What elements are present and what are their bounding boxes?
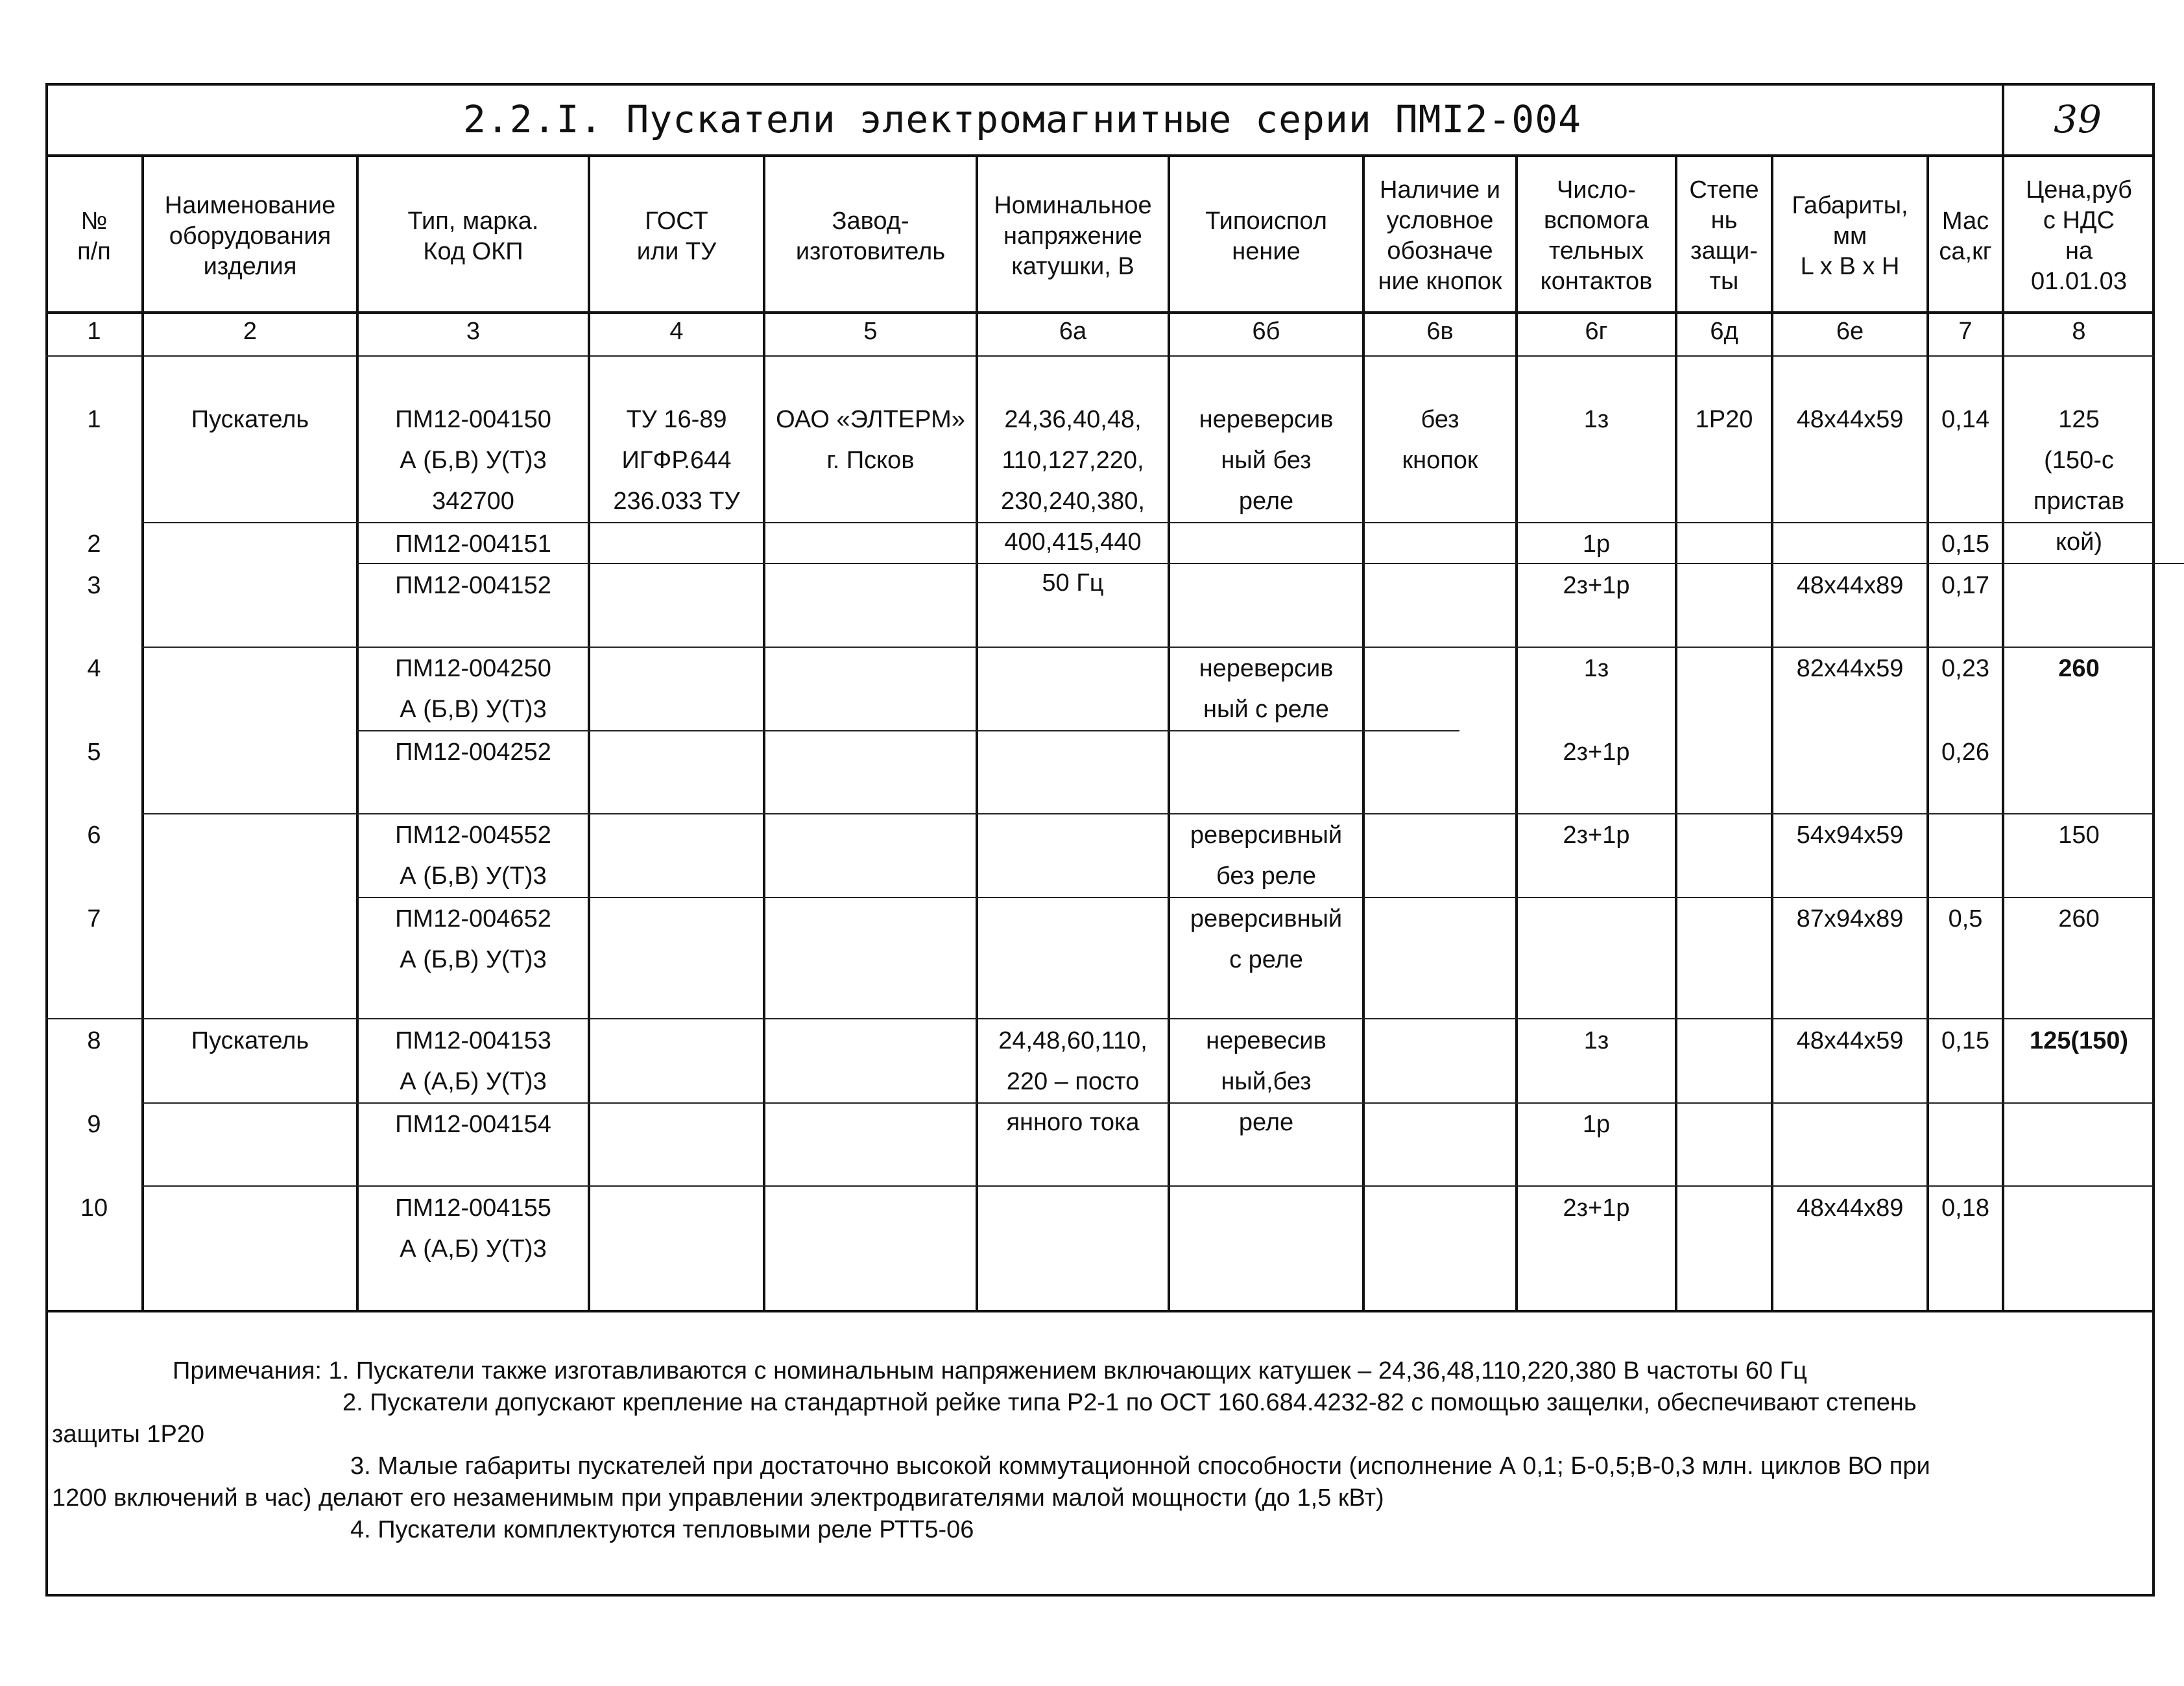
- header-protection: Степе нь защи- ты: [1689, 176, 1759, 295]
- column-number: 3: [466, 318, 481, 345]
- column-number-rule: [45, 355, 2155, 357]
- column-number: 6г: [1585, 318, 1608, 345]
- header-type: Тип, марка. Код ОКП: [407, 208, 539, 265]
- title-rule: [45, 154, 2155, 157]
- header-dimensions: Габариты, мм L x B x H: [1792, 192, 1908, 280]
- type-cell: ПМ12-004150 А (Б,В) У(Т)3 342700: [395, 406, 551, 515]
- mass-cell: 0,23: [1941, 655, 1989, 682]
- maker-cell: ОАО «ЭЛТЕРМ» г. Псков: [776, 406, 965, 474]
- note-line: 4. Пускатели комплектуются тепловыми реле РТТ5-06: [350, 1516, 974, 1543]
- row-number: 10: [80, 1194, 108, 1222]
- dims-cell: 48x44x59: [1796, 1027, 1904, 1054]
- mass-cell: 0,17: [1941, 572, 1989, 599]
- contacts-cell: 1р: [1582, 530, 1611, 558]
- product-name: Пускатель: [191, 406, 309, 433]
- mass-cell: 0,14: [1941, 406, 1989, 433]
- design-cell: нереверсив ный с реле: [1199, 655, 1334, 723]
- contacts-cell: 2з+1р: [1563, 572, 1630, 599]
- note-line: 3. Малые габариты пускателей при достаточно высокой коммутационной способности (исполнение А 0,1; Б-0,5;В-0,3 млн. циклов ВО при: [350, 1453, 1930, 1480]
- dims-cell: 48x44x89: [1796, 572, 1904, 599]
- note-line: Примечания: 1. Пускатели также изготавливаются с номинальным напряжением включающих катушек – 24,36,48,110,220,380 В частоты 60 Гц: [173, 1357, 1807, 1384]
- row-sep: [357, 897, 2154, 898]
- column-number: 5: [863, 318, 878, 345]
- column-number: 6в: [1426, 318, 1454, 345]
- type-cell: ПМ12-004250 А (Б,В) У(Т)3: [395, 655, 551, 723]
- header-design: Типоиспол нение: [1205, 208, 1327, 265]
- mass-cell: 0,18: [1941, 1194, 1989, 1222]
- mass-cell: 0,15: [1941, 1027, 1989, 1054]
- header-rule: [45, 311, 2155, 314]
- column-number: 2: [243, 318, 258, 345]
- contacts-cell: 2з+1р: [1563, 739, 1630, 766]
- buttons-cell: без кнопок: [1402, 406, 1478, 474]
- contacts-cell: 1з: [1583, 655, 1609, 682]
- type-cell: ПМ12-004652 А (Б,В) У(Т)3: [395, 905, 551, 973]
- header-name: Наименование оборудования изделия: [164, 192, 336, 280]
- protection-cell: 1Р20: [1695, 406, 1753, 433]
- row-number: 1: [87, 406, 101, 433]
- type-cell: ПМ12-004152: [395, 572, 551, 599]
- header-contacts: Число- вспомога тельных контактов: [1540, 176, 1653, 295]
- type-cell: ПМ12-004252: [395, 739, 551, 766]
- column-number: 6б: [1252, 318, 1280, 345]
- row-sep: [357, 730, 1459, 731]
- page-number: 39: [2054, 97, 2102, 141]
- mass-cell: 0,15: [1941, 530, 1989, 558]
- contacts-cell: 2з+1р: [1563, 1194, 1630, 1222]
- note-line: 1200 включений в час) делают его незаменимым при управлении электродвигателями малой мощности (до 1,5 кВт): [52, 1484, 1384, 1512]
- type-cell: ПМ12-004154: [395, 1111, 551, 1138]
- price-cell: 125 (150-с пристав кой): [2033, 406, 2125, 556]
- header-price: Цена,руб с НДС на 01.01.03: [2026, 176, 2132, 295]
- type-cell: ПМ12-004153 А (А,Б) У(Т)3: [395, 1027, 551, 1095]
- dims-cell: 48x44x59: [1796, 406, 1904, 433]
- column-number: 6а: [1059, 318, 1087, 345]
- type-cell: ПМ12-004552 А (Б,В) У(Т)3: [395, 822, 551, 890]
- voltage-cell: 24,48,60,110, 220 – посто янного тока: [998, 1027, 1147, 1136]
- design-cell: неревесив ный,без реле: [1206, 1027, 1326, 1136]
- contacts-cell: 2з+1р: [1563, 822, 1630, 849]
- note-line: защиты 1Р20: [52, 1421, 205, 1448]
- voltage-cell: 24,36,40,48, 110,127,220, 230,240,380, 400,415,440 50 Гц: [1001, 406, 1145, 597]
- notes-section: [52, 1355, 2147, 1546]
- dims-cell: 48x44x89: [1796, 1194, 1904, 1222]
- dims-cell: 87x94x89: [1796, 905, 1904, 932]
- row-number: 7: [87, 905, 101, 932]
- row-sep: [45, 1018, 2155, 1019]
- body-bottom-rule: [45, 1310, 2155, 1312]
- mass-cell: 0,26: [1941, 739, 1989, 766]
- design-cell: реверсивный с реле: [1190, 905, 1343, 973]
- design-cell: реверсивный без реле: [1190, 822, 1343, 890]
- column-number: 8: [2072, 318, 2086, 345]
- row-number: 2: [87, 530, 101, 558]
- type-cell: ПМ12-004155 А (А,Б) У(Т)3: [395, 1194, 551, 1263]
- row-number: 5: [87, 739, 101, 766]
- header-num: № п/п: [77, 208, 111, 265]
- contacts-cell: 1з: [1583, 406, 1609, 433]
- column-number: 1: [87, 318, 101, 345]
- type-cell: ПМ12-004151: [395, 530, 551, 558]
- product-name: Пускатель: [191, 1027, 309, 1054]
- header-buttons: Наличие и условное обозначе ние кнопок: [1378, 176, 1502, 295]
- design-cell: нереверсив ный без реле: [1199, 406, 1334, 515]
- row-sep: [143, 813, 2154, 814]
- header-mass: Мас са,кг: [1939, 208, 1992, 265]
- row-number: 6: [87, 822, 101, 849]
- row-number: 3: [87, 572, 101, 599]
- column-number: 7: [1958, 318, 1973, 345]
- price-cell: 260: [2058, 655, 2100, 682]
- row-number: 9: [87, 1111, 101, 1138]
- price-cell: 125(150): [2029, 1027, 2129, 1054]
- row-number: 8: [87, 1027, 101, 1054]
- header-voltage: Номинальное напряжение катушки, В: [994, 192, 1152, 280]
- column-number: 6е: [1836, 318, 1864, 345]
- price-cell: 150: [2058, 822, 2100, 849]
- column-number: 6д: [1710, 318, 1738, 345]
- row-sep: [143, 1185, 2154, 1187]
- header-maker: Завод- изготовитель: [795, 208, 946, 265]
- gost-cell: ТУ 16-89 ИГФР.644 236.033 ТУ: [613, 406, 740, 515]
- row-sep: [143, 647, 2154, 648]
- column-number: 4: [669, 318, 684, 345]
- row-sep: [357, 563, 2184, 564]
- mass-cell: 0,5: [1948, 905, 1983, 932]
- row-number: 4: [87, 655, 101, 682]
- note-line: 2. Пускатели допускают крепление на стандартной рейке типа Р2-1 по ОСТ 160.684.4232-82 с помощью защелки, обеспечивают степень: [342, 1389, 1917, 1416]
- contacts-cell: 1з: [1583, 1027, 1609, 1054]
- header-gost: ГОСТ или ТУ: [636, 208, 717, 265]
- page-title: 2.2.I. Пускатели электромагнитные серии ПМI2-004: [462, 97, 1582, 141]
- contacts-cell: 1р: [1582, 1111, 1611, 1138]
- dims-cell: 54x94x59: [1796, 822, 1904, 849]
- price-cell: 260: [2058, 905, 2100, 932]
- dims-cell: 82x44x59: [1796, 655, 1904, 682]
